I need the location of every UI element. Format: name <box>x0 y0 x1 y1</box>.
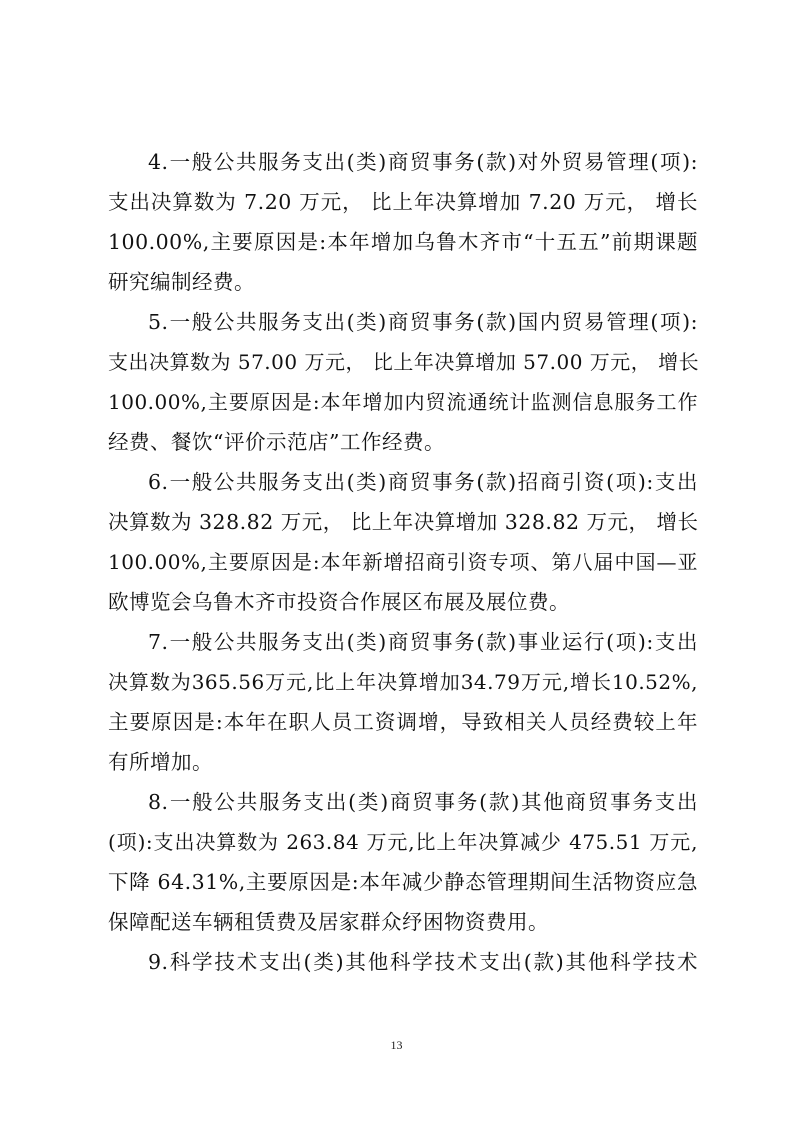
text-line: 100.00%,主要原因是:本年新增招商引资专项、第八届中国—亚 <box>108 550 698 574</box>
text-line: 保障配送车辆租赁费及居家群众纾困物资费用。 <box>108 910 549 934</box>
text-line: 6.一般公共服务支出(类)商贸事务(款)招商引资(项):支出 <box>148 470 698 494</box>
text-line: 7.一般公共服务支出(类)商贸事务(款)事业运行(项):支出 <box>148 630 698 654</box>
text-line: 8.一般公共服务支出(类)商贸事务(款)其他商贸事务支出 <box>148 790 698 814</box>
text-line: 支出决算数为 57.00 万元， 比上年决算增加 57.00 万元， 增长 <box>108 350 700 374</box>
text-line: 经费、餐饮“评价示范店”工作经费。 <box>108 430 445 454</box>
text-line: 支出决算数为 7.20 万元， 比上年决算增加 7.20 万元， 增长 <box>108 190 698 214</box>
text-line: 100.00%,主要原因是:本年增加内贸流通统计监测信息服务工作 <box>108 390 698 414</box>
text-line: 100.00%,主要原因是:本年增加乌鲁木齐市“十五五”前期课题 <box>108 230 698 254</box>
text-line: 决算数为 328.82 万元， 比上年决算增加 328.82 万元， 增长 <box>108 510 699 534</box>
text-line: 研究编制经费。 <box>108 270 255 294</box>
text-line: 主要原因是:本年在职人员工资调增，导致相关人员经费较上年 <box>108 710 698 734</box>
text-line: 欧博览会乌鲁木齐市投资合作展区布展及展位费。 <box>108 590 570 614</box>
page-number: 13 <box>390 1038 403 1052</box>
text-line: 4.一般公共服务支出(类)商贸事务(款)对外贸易管理(项): <box>148 150 698 174</box>
text-line: 5.一般公共服务支出(类)商贸事务(款)国内贸易管理(项): <box>148 310 698 334</box>
text-line: 有所增加。 <box>108 750 213 774</box>
text-line: 决算数为365.56万元,比上年决算增加34.79万元,增长10.52%, <box>108 670 698 694</box>
text-line: 下降 64.31%,主要原因是:本年减少静态管理期间生活物资应急 <box>108 870 698 894</box>
text-line: (项):支出决算数为 263.84 万元,比上年决算减少 475.51 万元, <box>108 830 698 854</box>
text-line: 9.科学技术支出(类)其他科学技术支出(款)其他科学技术 <box>148 950 698 974</box>
